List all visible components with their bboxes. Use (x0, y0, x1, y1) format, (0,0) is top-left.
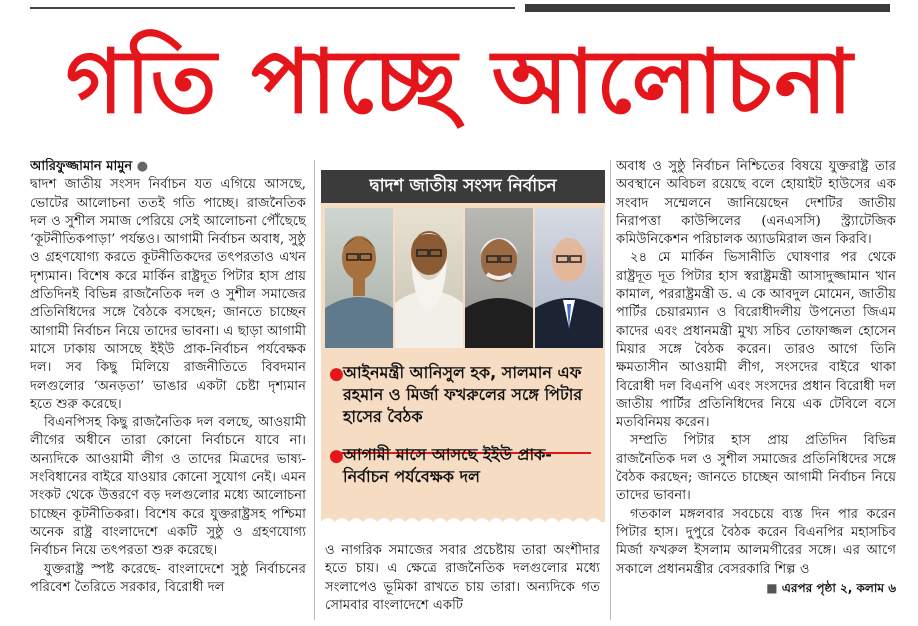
top-rule-right (525, 4, 890, 12)
paragraph: যুক্তরাষ্ট্র স্পষ্ট করেছে- বাংলাদেশে সুষ্ঠু নির্বাচনের পরিবেশ তৈরিতে সরকার, বিরোধী দল (30, 561, 306, 595)
lace-border-decoration (321, 512, 605, 528)
author-name: আরিফুজ্জামান মামুন (30, 159, 133, 174)
highlight-bullet (321, 444, 605, 488)
portrait-photo-4 (535, 208, 603, 348)
paragraph: বিএনপিসহ কিছু রাজনৈতিক দল বলছে, আওয়ামী লীগের অধীনে তারা কোনো নির্বাচনে যাবে না। অন্যদিকে আওয়ামী লীগ ও তাদের মিত্রদের ভাষ্য- সংবিধানের বাইরে যাওয়ার কোনো সুযোগ নেই। এমন সংকট থেকে উত্তরণে বড় দলগুলোর মধ্যে আলোচনা চাচ্ছেন কূটনীতিকরা। বিশেষ করে যুক্তরাষ্ট্রসহ পশ্চিমা অনেক রাষ্ট্র বাংলাদেশে একটি সুষ্ঠু ও গ্রহণযোগ্য নির্বাচন নিয়ে তৎপরতা শুরু করেছে। (30, 415, 306, 559)
article-column-1 (30, 158, 306, 624)
highlight-box (321, 170, 605, 528)
highlight-bullet (321, 362, 605, 428)
continued-text: এরপর পৃষ্ঠা ২, কলাম ৬ (781, 580, 896, 595)
article-column-3 (616, 158, 896, 624)
column-divider-2 (610, 160, 611, 620)
article-column-2-bottom (325, 542, 600, 626)
red-bullet-icon: ● (329, 364, 344, 384)
paragraph: ও নাগরিক সমাজের সবার প্রচেষ্টায় তারা অংশীদার হতে চায়। এ ক্ষেত্রে রাজনৈতিক দলগুলোর মধ্যে সংলাপেও ভূমিকা রাখতে চায় তারা। অন্যদিকে গত সোমবার বাংলাদেশে একটি (325, 543, 600, 613)
portrait-photo-3 (465, 208, 533, 348)
top-rule-bar (0, 0, 918, 14)
paragraph: সম্প্রতি পিটার হাস প্রায় প্রতিদিন বিভিন্ন রাজনৈতিক দল ও সুশীল সমাজের প্রতিনিধিদের সঙ্গে বৈঠক করছেন; জানতে চাচ্ছেন আগামী নির্বাচন নিয়ে তাদের ভাবনা। (616, 433, 896, 504)
bullet-dot-icon: ● (136, 159, 149, 174)
byline (30, 158, 306, 176)
paragraph: ২৪ মে মার্কিন ভিসানীতি ঘোষণার পর থেকে রাষ্ট্রদূত দূত পিটার হাস স্বরাষ্ট্রমন্ত্রী আসাদুজ্জামান খান কামাল, পররাষ্ট্রমন্ত্রী ড. এ কে আবদুল মোমেন, জাতীয় পার্টির চেয়ারম্যান ও বিরোধীদলীয় উপনেতা জিএম কাদের এবং প্রধানমন্ত্রী মুখ্য সচিব তোফাজ্জল হোসেন মিয়ার সঙ্গে বৈঠক করেন। তারও আগে তিনি ক্ষমতাসীন আওয়ামী লীগ, সংসদের বাইরে থাকা বিরোধী দল বিএনপি এবং সংসদের প্রধান বিরোধী দল জাতীয় পার্টির প্রতিনিধিদের নিয়ে এক টেবিলে বসে মতবিনিময় করেন। (616, 250, 896, 431)
photo-strip (321, 208, 605, 348)
bullet-text: আইনমন্ত্রী আনিসুল হক, সালমান এফ রহমান ও মির্জা ফখরুলের সঙ্গে পিটার হাসের বৈঠক (343, 363, 583, 426)
portrait-photo-1 (325, 208, 393, 348)
top-rule-left (30, 7, 515, 9)
square-bullet-icon: ■ (766, 580, 778, 595)
continued-note (616, 579, 896, 597)
paragraph: অবাধ ও সুষ্ঠু নির্বাচন নিশ্চিতের বিষয়ে যুক্তরাষ্ট্র তার অবস্থানে অবিচল রয়েছে বলে হোয়াইট হাউসের এক সংবাদ সম্মেলনে জানিয়েছেন দেশটির জাতীয় নিরাপত্তা কাউন্সিলের (এনএসসি) স্ট্র্যাটেজিক কমিউনিকেশন পরিচালক অ্যাডমিরাল জন কিরবি। (616, 159, 896, 248)
red-bullet-icon: ● (329, 446, 344, 466)
column-divider-1 (314, 160, 315, 620)
box-title: দ্বাদশ জাতীয় সংসদ নির্বাচন (321, 170, 605, 203)
paragraph: গতকাল মঙ্গলবার সবচেয়ে ব্যস্ত দিন পার করেন পিটার হাস। দুপুরে বৈঠক করেন বিএনপির মহাসচিব মির্জা ফখরুল ইসলাম আলমগীরের সঙ্গে। এর আগে সকালে প্রধানমন্ত্রীর বেসরকারি শিল্প ও (616, 506, 896, 577)
portrait-photo-2 (395, 208, 463, 348)
paragraph: দ্বাদশ জাতীয় সংসদ নির্বাচন যত এগিয়ে আসছে, ভোটের আলোচনা ততই গতি পাচ্ছে। রাজনৈতিক দল ও সুশীল সমাজ পেরিয়ে সেই আলোচনা পৌঁছেছে ‘কূটনীতিকপাড়া’ পর্যন্তও। আগামী নির্বাচন অবাধ, সুষ্ঠু ও গ্রহণযোগ্য করতে কূটনীতিকদের তৎপরতাও এখন দৃশ্যমান। বিশেষ করে মার্কিন রাষ্ট্রদূত পিটার হাস প্রায় প্রতিদিনই বিভিন্ন রাজনৈতিক দল ও সুশীল সমাজের প্রতিনিধিদের সঙ্গে বৈঠকে বসছেন; জানতে চাচ্ছেন আগামী নির্বাচন নিয়ে তাদের ভাবনা। এ ছাড়া আগামী মাসে ঢাকায় আসছে ইইউ প্রাক-নির্বাচন পর্যবেক্ষক দল। সব কিছু মিলিয়ে রাজনীতিতে বিবদমান দলগুলোর ‘অনড়তা’ ভাঙার একটা চেষ্টা দৃশ্যমান হতে শুরু করেছে। (30, 177, 306, 412)
headline: গতি পাচ্ছে আলোচনা (65, 30, 855, 133)
bullet-text: আগামী মাসে আসছে ইইউ প্রাক-নির্বাচন পর্যবেক্ষক দল (343, 445, 552, 486)
